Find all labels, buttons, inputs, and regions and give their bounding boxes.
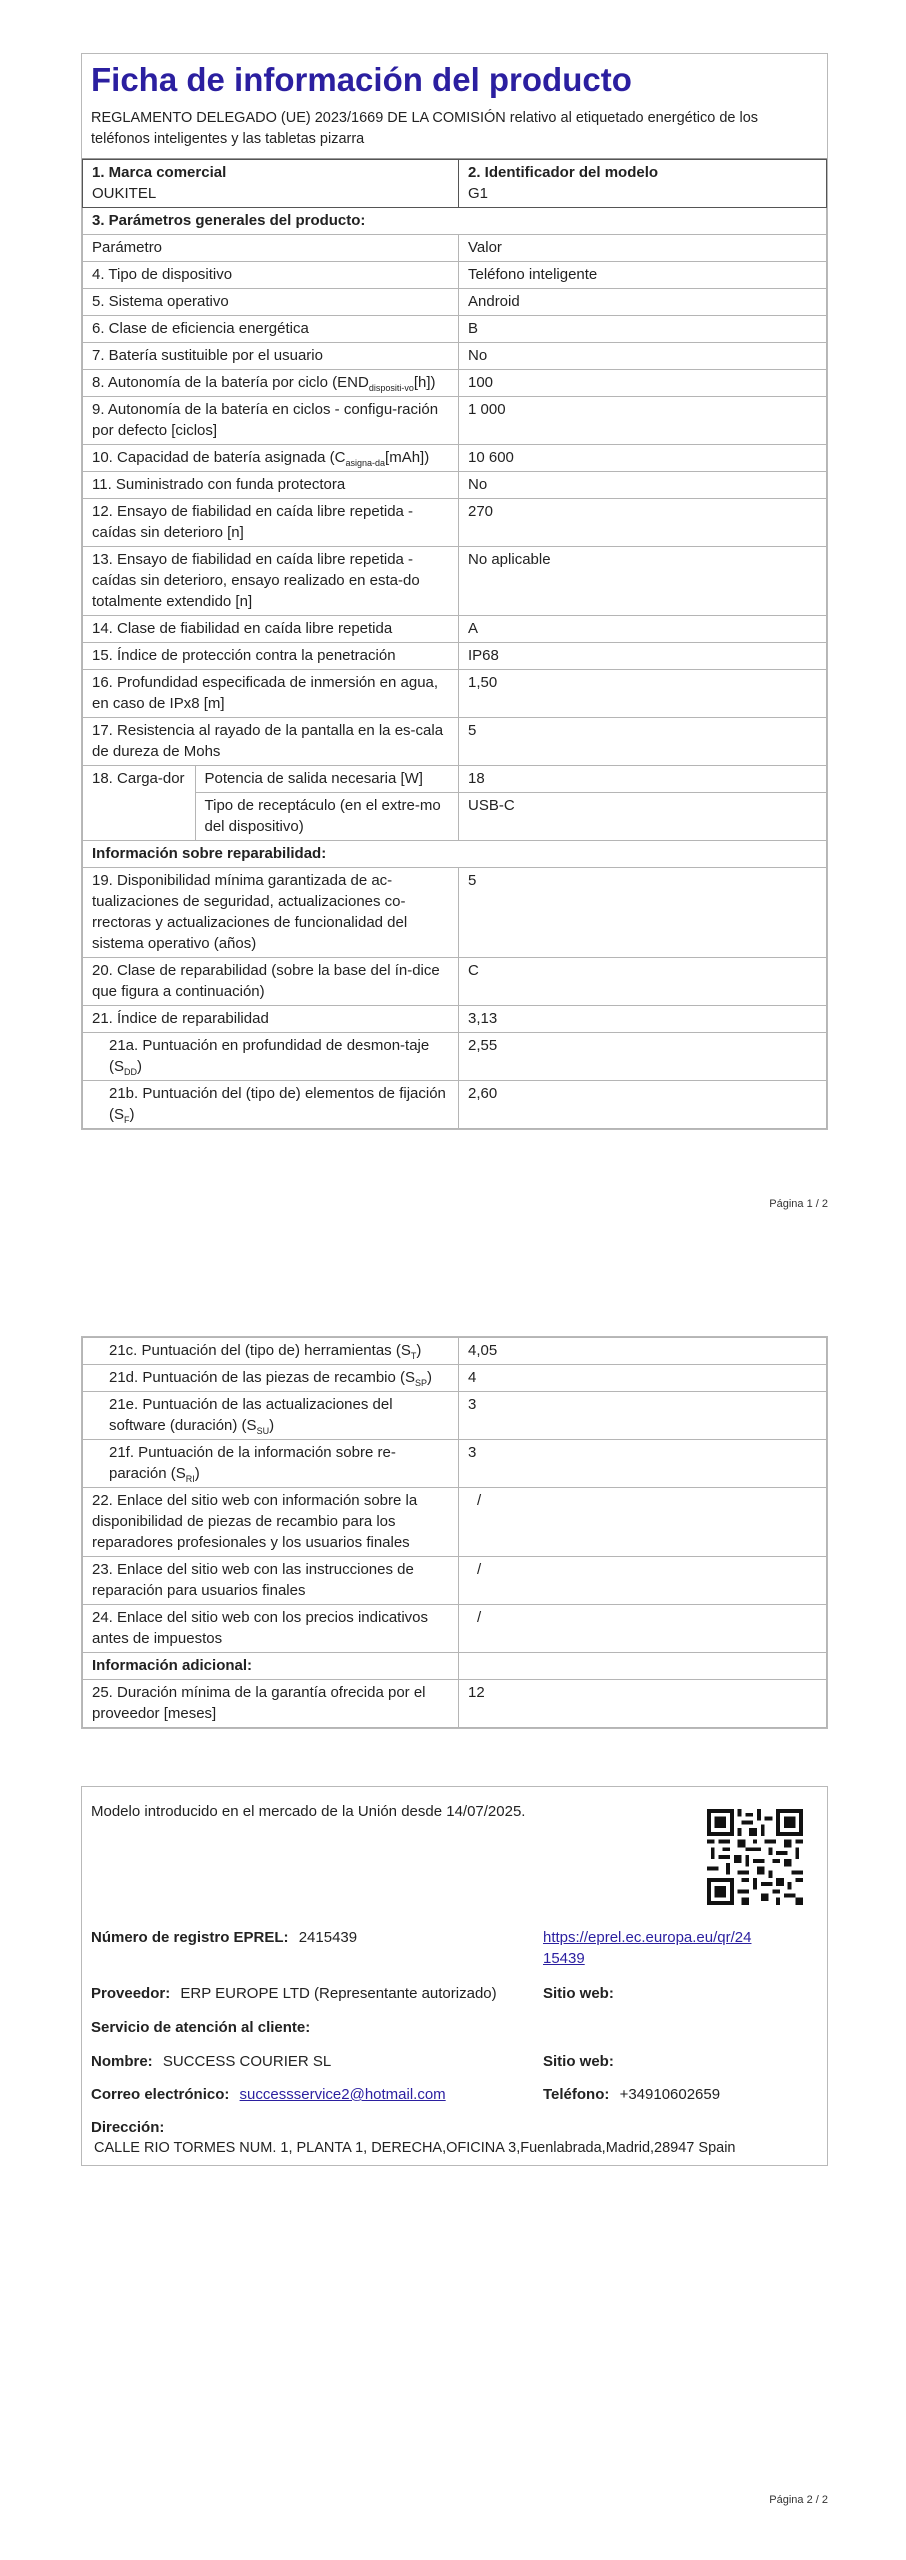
param-value: C [459,958,827,1006]
qr-code-icon[interactable] [707,1809,803,1905]
param-label: 24. Enlace del sitio web con los precios indicativos antes de impuestos [83,1605,459,1653]
label-subscript: SP [415,1378,428,1388]
section-row [83,1653,827,1680]
param-value: / [459,1605,827,1653]
table-row [83,370,827,397]
label-text: ) [194,1465,200,1482]
product-info-table-continued [82,1337,827,1728]
model-label: 2. Identificador del modelo [468,164,659,181]
name-label: Nombre: [91,2053,153,2070]
table-row [83,1006,827,1033]
param-label [83,1033,459,1081]
param-label [83,370,459,397]
param-value: 270 [459,499,827,547]
param-value: 5 [459,868,827,958]
param-value: IP68 [459,643,827,670]
param-label: 9. Autonomía de la batería en ciclos - configu-ración por defecto [ciclos] [83,397,459,445]
param-value: 1,50 [459,670,827,718]
table-row [83,445,827,472]
label-subscript: asigna-da [345,458,386,468]
param-value: 4 [459,1365,827,1392]
regulation-subtitle: REGLAMENTO DELEGADO (UE) 2023/1669 DE LA COMISIÓN relativo al etiquetado energético de los teléfonos inteligentes y las tabletas pizarra [91,110,759,147]
email-label: Correo electrónico: [91,2086,230,2103]
label-subscript: dispositi-vo [368,383,414,393]
param-label: 4. Tipo de dispositivo [83,262,459,289]
section-row [83,208,827,235]
table-row [83,1081,827,1129]
section-repair: Información sobre reparabilidad: [83,841,827,868]
table-row [83,1557,827,1605]
param-header: Parámetro [83,235,459,262]
param-label: 20. Clase de reparabilidad (sobre la base del ín-dice que figura a continuación) [83,958,459,1006]
param-value: / [459,1557,827,1605]
eprel-label: Número de registro EPREL: [91,1929,289,1946]
label-subscript: RI [185,1474,195,1484]
label-text: 10. Capacidad de batería asignada (C [92,449,346,466]
table-row [83,1680,827,1728]
table-row [83,643,827,670]
param-value: A [459,616,827,643]
param-value: 3 [459,1392,827,1440]
brand-label: 1. Marca comercial [92,164,227,181]
section-additional: Información adicional: [83,1653,459,1680]
phone-group [543,2084,720,2105]
table-row [83,1488,827,1557]
param-label: 23. Enlace del sitio web con las instrucciones de reparación para usuarios finales [83,1557,459,1605]
brand-value: OUKITEL [92,185,157,202]
param-value: 5 [459,718,827,766]
table-row [83,616,827,643]
table-row [83,868,827,958]
label-text: ) [137,1058,142,1075]
param-label: 16. Profundidad especificada de inmersión en agua, en caso de IPx8 [m] [83,670,459,718]
supplier-label: Proveedor: [91,1985,171,2002]
param-value: B [459,316,827,343]
phone-value: +34910602659 [619,2086,721,2103]
section-row [83,841,827,868]
charger-subtable [83,766,458,840]
address-value: CALLE RIO TORMES NUM. 1, PLANTA 1, DERECHA,OFICINA 3,Fuenlabrada,Madrid,28947 Spain [94,2140,736,2156]
param-value: 4,05 [459,1338,827,1365]
param-label: 5. Sistema operativo [83,289,459,316]
section-general: 3. Parámetros generales del producto: [83,208,827,235]
param-value: 3,13 [459,1006,827,1033]
contact-email-row [91,2084,818,2105]
supplier-web-label: Sitio web: [543,1985,614,2002]
table-header-row [83,235,827,262]
sheet-header [82,54,827,159]
param-label [83,1392,459,1440]
param-value: 12 [459,1680,827,1728]
value-header: Valor [459,235,827,262]
table-row [83,289,827,316]
table-row [83,1605,827,1653]
page-number-2: Página 2 / 2 [769,2494,828,2506]
param-value: 3 [459,1440,827,1488]
table-row [83,262,827,289]
table-row [83,670,827,718]
label-text: 21a. Puntuación en profundidad de desmon-taje (S [109,1037,430,1075]
param-label [83,1440,459,1488]
address-row [91,2117,818,2159]
param-label [83,445,459,472]
param-label: 19. Disponibilidad mínima garantizada de ac-tualizaciones de seguridad, actualizaciones co-rrectoras y actualizaciones de funcionalidad del sistema operativo (años) [83,868,459,958]
table-row [83,472,827,499]
service-web-label: Sitio web: [543,2053,614,2070]
param-label: 6. Clase de eficiencia energética [83,316,459,343]
charger-label: 18. Carga-dor [83,766,195,840]
param-value: 10 600 [459,445,827,472]
param-label: 14. Clase de fiabilidad en caída libre repetida [83,616,459,643]
label-text: ) [129,1106,135,1123]
label-text: 21f. Puntuación de la información sobre re-paración (S [109,1444,396,1482]
table-row [83,343,827,370]
table-row [83,1338,827,1365]
address-label: Dirección: [91,2119,165,2136]
brand-row [83,160,827,208]
label-text: ) [416,1342,422,1359]
param-value: 1 000 [459,397,827,445]
label-text: 21e. Puntuación de las actualizaciones del software (duración) (S [109,1396,393,1434]
model-value: G1 [468,185,489,202]
supplier-row [91,1983,818,2004]
eprel-link-line-2[interactable]: 15439 [543,1950,585,1967]
param-label [83,1081,459,1129]
param-label: 15. Índice de protección contra la penetración [83,643,459,670]
param-value: No [459,472,827,499]
table-row [83,316,827,343]
label-text: [mAh]) [385,449,430,466]
product-sheet-page-1 [81,53,828,1130]
param-value: / [459,1488,827,1557]
param-value: Teléfono inteligente [459,262,827,289]
label-subscript: SU [256,1426,270,1436]
param-label: 11. Suministrado con funda protectora [83,472,459,499]
table-row [83,499,827,547]
table-row [83,1033,827,1081]
table-row [83,1392,827,1440]
label-subscript: T [410,1351,417,1361]
label-text: 8. Autonomía de la batería por ciclo (END [92,374,369,391]
charger-power-label: Potencia de salida necesaria [W] [195,766,458,793]
param-label: 25. Duración mínima de la garantía ofrecida por el proveedor [meses] [83,1680,459,1728]
supplier-value: ERP EUROPE LTD (Representante autorizado) [180,1985,497,2002]
contact-name-row [91,2051,818,2072]
eprel-value: 2415439 [298,1929,358,1946]
table-row [83,1365,827,1392]
eprel-link-line-1[interactable]: https://eprel.ec.europa.eu/qr/24 [543,1929,752,1946]
service-label: Servicio de atención al cliente: [91,2019,311,2036]
page-title: Ficha de información del producto [91,61,632,98]
param-value: No [459,343,827,370]
label-subscript: F [124,1115,130,1125]
eprel-info-box [81,1786,828,2166]
param-value: No aplicable [459,547,827,616]
table-row [83,547,827,616]
param-value: 2,55 [459,1033,827,1081]
param-value: 100 [459,370,827,397]
label-text: ) [269,1417,275,1434]
param-value: Android [459,289,827,316]
phone-label: Teléfono: [543,2086,610,2103]
param-label [83,1365,459,1392]
table-row [83,718,827,766]
param-label: 17. Resistencia al rayado de la pantalla en la es-cala de dureza de Mohs [83,718,459,766]
table-row [83,958,827,1006]
table-row [83,397,827,445]
eprel-link[interactable] [543,1927,751,1969]
param-label: 21. Índice de reparabilidad [83,1006,459,1033]
param-label: 22. Enlace del sitio web con información sobre la disponibilidad de piezas de recambio para los reparadores profesionales y los usuarios finales [83,1488,459,1557]
name-value: SUCCESS COURIER SL [162,2053,332,2070]
eprel-row [91,1927,818,1967]
label-subscript: DD [124,1067,137,1077]
page-number-1: Página 1 / 2 [769,1198,828,1210]
email-link[interactable]: successservice2@hotmail.com [239,2086,446,2103]
param-label: 13. Ensayo de fiabilidad en caída libre repetida - caídas sin deterioro, ensayo realizado en esta-do totalmente extendido [n] [83,547,459,616]
param-label: 7. Batería sustituible por el usuario [83,343,459,370]
table-row [83,1440,827,1488]
label-text: ) [427,1369,433,1386]
product-info-table [82,159,827,1129]
label-text: 21b. Puntuación del (tipo de) elementos de fijación (S [109,1085,446,1123]
charger-receptacle-label: Tipo de receptáculo (en el extre-mo del dispositivo) [204,797,441,835]
market-date-text: Modelo introducido en el mercado de la Unión desde 14/07/2025. [91,1803,526,1820]
charger-power-value: 18 [459,766,826,793]
param-value: 2,60 [459,1081,827,1129]
label-text: [h]) [413,374,436,391]
param-label: 12. Ensayo de fiabilidad en caída libre repetida - caídas sin deterioro [n] [83,499,459,547]
charger-receptacle-value: USB-C [468,797,515,814]
table-row [83,766,827,841]
param-label [83,1338,459,1365]
label-text: 21c. Puntuación del (tipo de) herramientas (S [109,1342,411,1359]
label-text: 21d. Puntuación de las piezas de recambio (S [109,1369,416,1386]
product-sheet-page-2 [81,1336,828,1729]
